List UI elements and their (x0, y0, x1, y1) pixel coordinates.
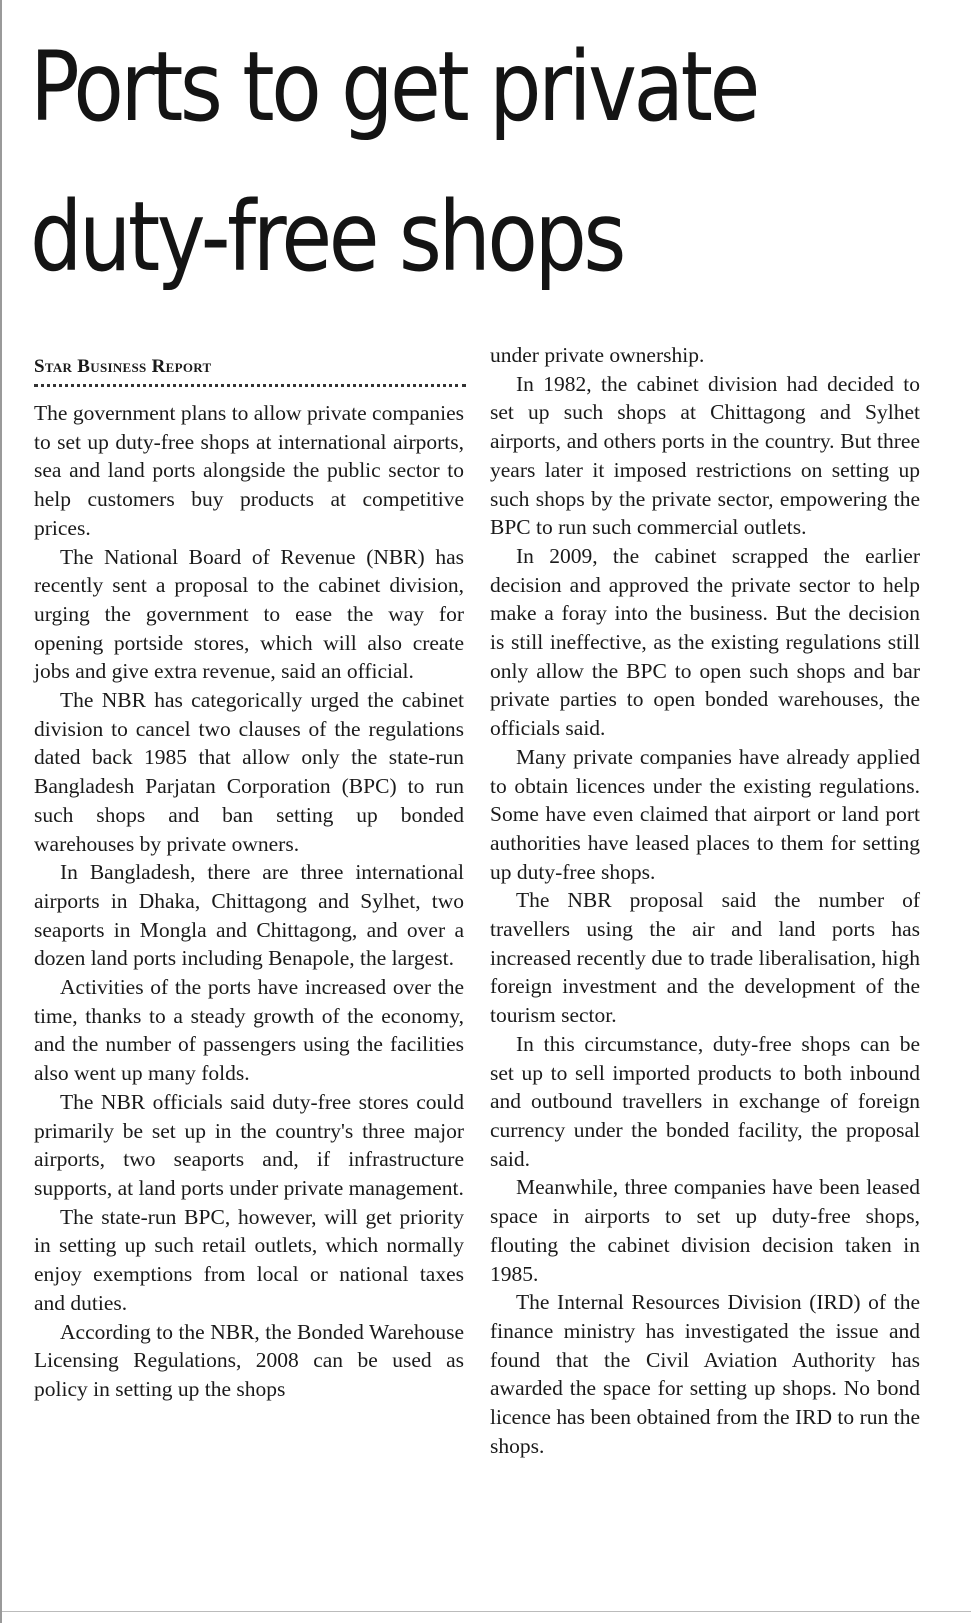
paragraph: In this circumstance, duty-free shops can be set up to sell imported products to both inbound and outbound travellers in exchange of foreign currency under the bonded facility, the proposal said. (490, 1031, 920, 1171)
paragraph: The NBR has categorically urged the cabinet division to cancel two clauses of the regulations dated back 1985 that allow only the state-run Bangladesh Parjatan Corporation (BPC) to run such shops and ban setting up bonded warehouses by private owners. (34, 688, 464, 856)
paragraph: The government plans to allow private companies to set up duty-free shops at international airports, sea and land ports alongside the public sector to help customers buy products at competitive prices. (34, 401, 464, 540)
paragraph: According to the NBR, the Bonded Warehouse Licensing Regulations, 2008 can be used as policy in setting up the shops (34, 1319, 464, 1401)
headline-line-1: Ports to get private (30, 31, 757, 143)
paragraph: In Bangladesh, there are three international airports in Dhaka, Chittagong and Sylhet, two seaports in Mongla and Chittagong, and over a dozen land ports including Benapole, the largest. (34, 860, 464, 971)
paragraph: Many private companies have already applied to obtain licences under the existing regulations. Some have even claimed that airport or land port authorities have leased places to them for setting up duty-free shops. (490, 744, 920, 884)
paragraph: The NBR proposal said the number of travellers using the air and land ports has increased recently due to trade liberalisation, high foreign investment and the development of the tourism sector. (490, 888, 920, 1028)
paragraph: The Internal Resources Division (IRD) of the finance ministry has investigated the issue and found that the Civil Aviation Authority has awarded the space for setting up shops. No bond licence has been obtained from the IRD to run the shops. (490, 1290, 920, 1458)
paragraph: In 2009, the cabinet scrapped the earlier decision and approved the private sector to help make a foray into the business. But the decision is still ineffective, as the existing regulations still only allow the BPC to open such shops and bar private parties to open bonded warehouses, the officials said. (490, 543, 920, 741)
paragraph-continued: under private ownership. (490, 343, 705, 367)
byline-divider (34, 384, 466, 387)
paragraph: Activities of the ports have increased over the time, thanks to a steady growth of the economy, and the number of passengers using the facilities also went up many folds. (34, 975, 464, 1086)
paragraph: The National Board of Revenue (NBR) has recently sent a proposal to the cabinet division, urging the government to ease the way for opening portside stores, which will also create jobs and give extra revenue, said an official. (34, 544, 464, 684)
article-column-left (34, 399, 464, 1404)
byline: Star Business Report (34, 356, 212, 377)
bottom-rule (2, 1611, 971, 1612)
headline-line-2: duty-free shops (30, 181, 623, 293)
paragraph: In 1982, the cabinet division had decided to set up such shops at Chittagong and Sylhet airports, and others ports in the country. But three years later it imposed restrictions on setting up such shops by the private sector, empowering the BPC to run such commercial outlets. (490, 371, 920, 540)
headline (30, 12, 830, 312)
paragraph: The state-run BPC, however, will get priority in setting up such retail outlets, which normally enjoy exemptions from local or national taxes and duties. (34, 1204, 464, 1315)
paragraph: The NBR officials said duty-free stores could primarily be set up in the country's three major airports, two seaports and, if infrastructure supports, at land ports under private management. (34, 1089, 464, 1200)
paragraph: Meanwhile, three companies have been leased space in airports to set up duty-free shops, flouting the cabinet division decision taken in 1985. (490, 1175, 920, 1286)
article-column-right (490, 341, 920, 1460)
